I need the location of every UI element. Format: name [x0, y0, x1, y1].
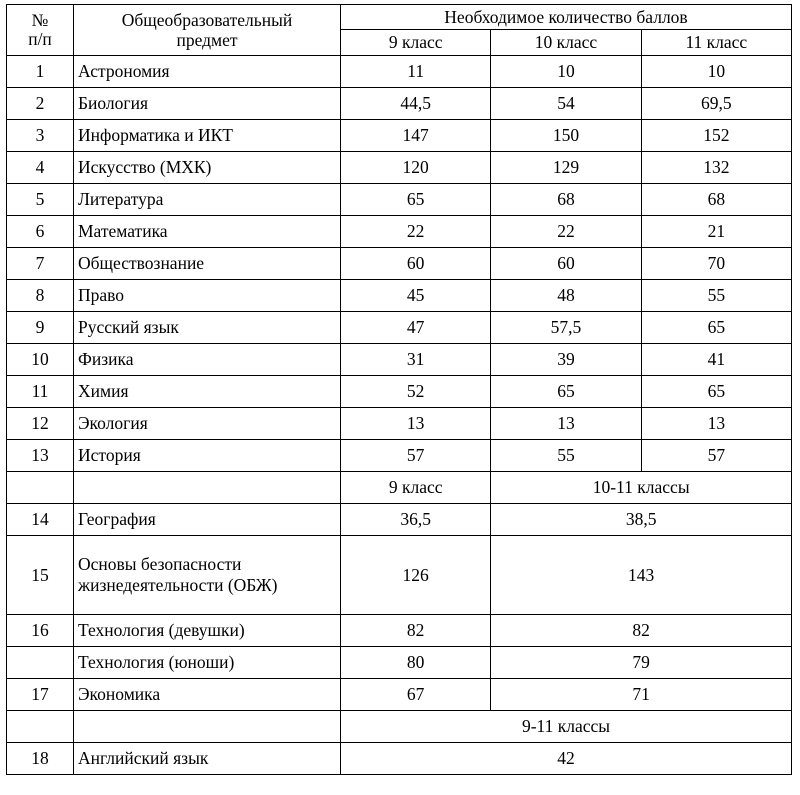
row-number: 6 [7, 216, 74, 248]
row-number: 13 [7, 440, 74, 472]
scores-table [6, 4, 792, 775]
row-number: 3 [7, 120, 74, 152]
row-subject: Обществознание [74, 248, 341, 280]
band-empty-subject [74, 472, 341, 504]
row-subject: История [74, 440, 341, 472]
row-score-grade10: 54 [491, 88, 641, 120]
row-score-grade10: 22 [491, 216, 641, 248]
row-score-grade10-11: 143 [491, 536, 792, 615]
table-row [7, 184, 792, 216]
row-score-grade10: 39 [491, 344, 641, 376]
row-number: 16 [7, 615, 74, 647]
row-score-grade10: 60 [491, 248, 641, 280]
row-score-grade9: 47 [341, 312, 491, 344]
row-subject: Английский язык [74, 743, 341, 775]
header-cell-number [7, 5, 74, 56]
row-number [7, 647, 74, 679]
row-score-grade10: 65 [491, 376, 641, 408]
row-score-grade9: 13 [341, 408, 491, 440]
row-subject-text: Основы безопасности жизнедеятельности (ОБЖ) [78, 553, 278, 596]
table-row [7, 647, 792, 679]
row-subject: Технология (юноши) [74, 647, 341, 679]
row-score-grade10: 13 [491, 408, 641, 440]
row-number: 10 [7, 344, 74, 376]
row-subject: Астрономия [74, 56, 341, 88]
row-score-grade11: 69,5 [641, 88, 791, 120]
row-score-grade9: 126 [341, 536, 491, 615]
header-number-line1: № [31, 9, 49, 30]
row-score-grade10-11: 82 [491, 615, 792, 647]
row-score-grade9: 147 [341, 120, 491, 152]
table-row [7, 120, 792, 152]
table-header-row-1 [7, 5, 792, 30]
document-page [0, 4, 800, 795]
row-score-grade10: 129 [491, 152, 641, 184]
row-score-grade9: 65 [341, 184, 491, 216]
band-label-grade9-11: 9-11 классы [341, 711, 792, 743]
table-row [7, 88, 792, 120]
row-score-grade11: 57 [641, 440, 791, 472]
row-number: 9 [7, 312, 74, 344]
header-cell-group-title: Необходимое количество баллов [341, 5, 792, 30]
row-subject: Экология [74, 408, 341, 440]
row-score-grade10: 150 [491, 120, 641, 152]
row-score-grade11: 10 [641, 56, 791, 88]
row-score-grade10: 68 [491, 184, 641, 216]
table-row [7, 679, 792, 711]
header-cell-grade9: 9 класс [341, 30, 491, 56]
row-subject: География [74, 504, 341, 536]
row-score-grade9: 22 [341, 216, 491, 248]
row-score-grade9: 82 [341, 615, 491, 647]
band-row-1 [7, 472, 792, 504]
row-score-grade11: 21 [641, 216, 791, 248]
table-row [7, 440, 792, 472]
row-score-grade11: 68 [641, 184, 791, 216]
row-subject: Биология [74, 88, 341, 120]
row-subject: Технология (девушки) [74, 615, 341, 647]
row-score-grade11: 13 [641, 408, 791, 440]
band-empty-number [7, 472, 74, 504]
table-row [7, 56, 792, 88]
row-subject: Математика [74, 216, 341, 248]
header-cell-grade11: 11 класс [641, 30, 791, 56]
row-subject: Информатика и ИКТ [74, 120, 341, 152]
row-score-grade9: 44,5 [341, 88, 491, 120]
band-row-2 [7, 711, 792, 743]
row-score-grade10-11: 38,5 [491, 504, 792, 536]
table-row [7, 504, 792, 536]
row-score-grade11: 70 [641, 248, 791, 280]
row-score-grade9: 31 [341, 344, 491, 376]
row-subject [74, 536, 341, 615]
row-number: 1 [7, 56, 74, 88]
row-score-grade9-11: 42 [341, 743, 792, 775]
row-score-grade10-11: 79 [491, 647, 792, 679]
table-row [7, 216, 792, 248]
row-score-grade9: 57 [341, 440, 491, 472]
band-empty-subject-2 [74, 711, 341, 743]
row-score-grade10-11: 71 [491, 679, 792, 711]
row-score-grade10: 55 [491, 440, 641, 472]
header-cell-grade10: 10 класс [491, 30, 641, 56]
table-row [7, 408, 792, 440]
table-row [7, 743, 792, 775]
row-score-grade9: 120 [341, 152, 491, 184]
row-score-grade10: 57,5 [491, 312, 641, 344]
row-number: 2 [7, 88, 74, 120]
row-score-grade9: 11 [341, 56, 491, 88]
row-score-grade9: 52 [341, 376, 491, 408]
row-number: 4 [7, 152, 74, 184]
table-row [7, 376, 792, 408]
header-subject-line1: Общеобразовательный [121, 9, 293, 30]
header-subject-line2: предмет [176, 30, 238, 51]
table-row [7, 248, 792, 280]
row-score-grade11: 65 [641, 312, 791, 344]
row-subject: Русский язык [74, 312, 341, 344]
row-score-grade11: 132 [641, 152, 791, 184]
row-number: 5 [7, 184, 74, 216]
table-row [7, 344, 792, 376]
row-number: 17 [7, 679, 74, 711]
row-subject: Химия [74, 376, 341, 408]
row-score-grade10: 10 [491, 56, 641, 88]
row-number: 11 [7, 376, 74, 408]
row-score-grade11: 55 [641, 280, 791, 312]
row-score-grade9: 60 [341, 248, 491, 280]
row-subject: Искусство (МХК) [74, 152, 341, 184]
row-subject: Экономика [74, 679, 341, 711]
row-number: 7 [7, 248, 74, 280]
row-score-grade11: 152 [641, 120, 791, 152]
band-label-grade9: 9 класс [341, 472, 491, 504]
row-score-grade10: 48 [491, 280, 641, 312]
row-number: 15 [7, 536, 74, 615]
table-row [7, 615, 792, 647]
header-number-line2: п/п [28, 29, 52, 50]
row-score-grade9: 45 [341, 280, 491, 312]
table-row [7, 280, 792, 312]
row-subject: Литература [74, 184, 341, 216]
band-label-grade10-11: 10-11 классы [491, 472, 792, 504]
row-number: 14 [7, 504, 74, 536]
table-row [7, 152, 792, 184]
table-row [7, 536, 792, 615]
row-score-grade11: 65 [641, 376, 791, 408]
row-score-grade9: 67 [341, 679, 491, 711]
row-number: 12 [7, 408, 74, 440]
band-empty-number-2 [7, 711, 74, 743]
row-subject: Право [74, 280, 341, 312]
row-subject: Физика [74, 344, 341, 376]
row-score-grade9: 36,5 [341, 504, 491, 536]
row-number: 8 [7, 280, 74, 312]
row-score-grade9: 80 [341, 647, 491, 679]
table-row [7, 312, 792, 344]
row-score-grade11: 41 [641, 344, 791, 376]
row-number: 18 [7, 743, 74, 775]
header-cell-subject [74, 5, 341, 56]
